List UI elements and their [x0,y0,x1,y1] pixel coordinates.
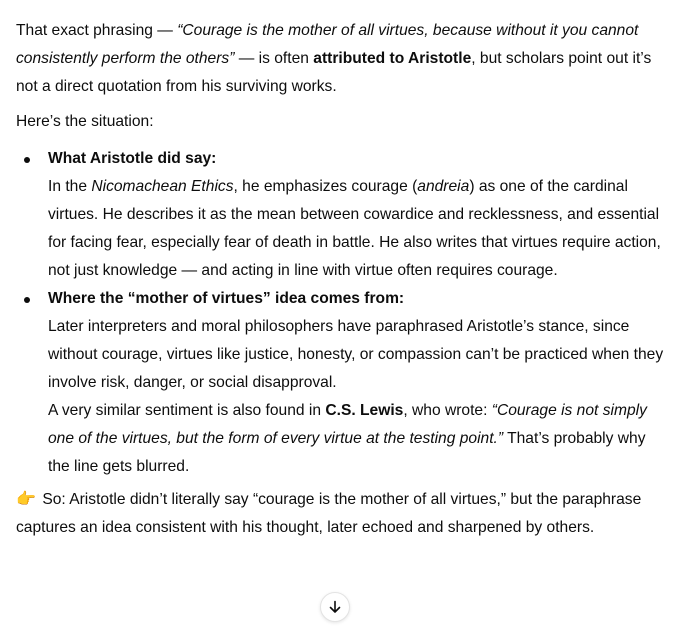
bullet-list [16,145,666,481]
conclusion-paragraph: 👉 So: Aristotle didn’t literally say “courage is the mother of all virtues,” but the paraphrase captures an idea consistent with his thought, later echoed and sharpened by others. [16,486,666,542]
arrow-down-icon [327,599,343,615]
bullet-dot-icon [24,297,30,303]
author-name: C.S. Lewis [325,402,404,419]
pointing-hand-icon: 👉 [16,491,36,508]
list-item: What Aristotle did say: In the Nicomachean Ethics, he emphasizes courage (andreia) as one of the cardinal virtues. He describes it as the mean between cowardice and recklessness, and essential for facing fear, especially fear of death in battle. He also writes that virtues require action, not just knowledge — and acting in line with virtue often requires courage. [16,145,666,285]
lewis-quote: “Courage is not simply one of the virtues, but the form of every virtue at the testing point.” [48,402,647,447]
greek-term: andreia [417,178,470,195]
work-title: Nicomachean Ethics [91,178,234,195]
bullet-title: Where the “mother of virtues” idea comes from: [48,290,405,307]
bullet-title: What Aristotle did say: [48,150,217,167]
attribution-bold: attributed to Aristotle [313,50,472,67]
list-item: Where the “mother of virtues” idea comes from: Later interpreters and moral philosophers have paraphrased Aristotle’s stance, since without courage, virtues like justice, honesty, or compassion can’t be practiced when they involve risk, danger, or social disapproval. A very similar sentiment is also found in C.S. Lewis, who wrote: “Courage is not simply one of the virtues, but the form of every virtue at the testing point.” That’s probably why the line gets blurred. [16,285,666,481]
situation-heading: Here’s the situation: [16,113,154,130]
quote-phrase: “Courage is the mother of all virtues, because without it you cannot consistently perform the others” [16,22,639,67]
intro-paragraph: That exact phrasing — “Courage is the mother of all virtues, because without it you cannot consistently perform the others” — is often attributed to Aristotle, but scholars point out it’s not a direct quotation from his surviving works. [16,22,652,95]
assistant-message [16,17,666,542]
bullet-dot-icon [24,157,30,163]
scroll-to-bottom-button[interactable] [320,592,350,622]
